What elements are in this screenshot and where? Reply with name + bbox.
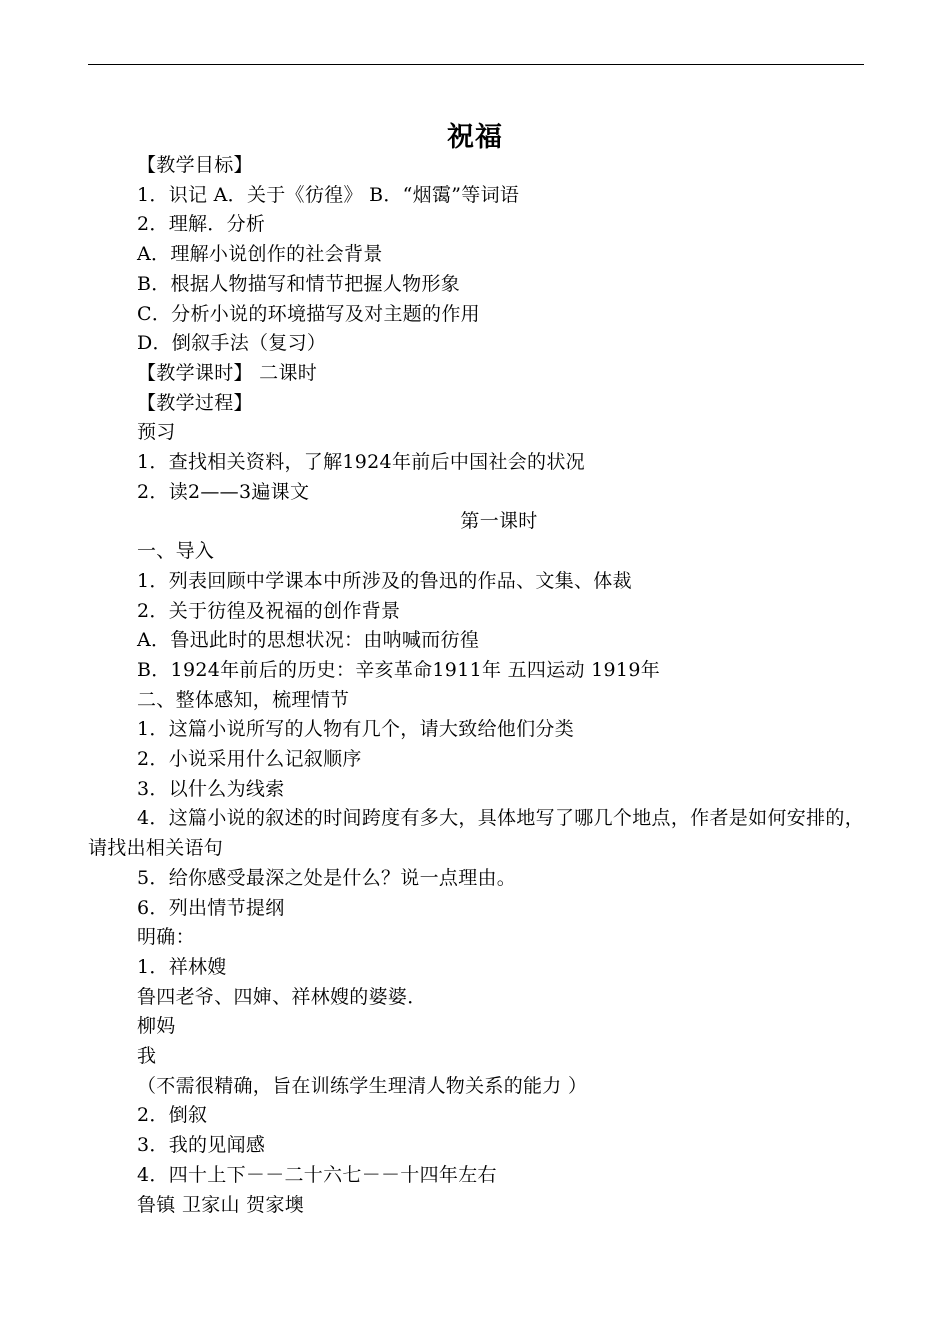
objective-item: 1．识记 A．关于《彷徨》 B．“烟霭”等词语	[137, 183, 520, 206]
objective-subitem: D．倒叙手法（复习）	[137, 332, 327, 355]
part-heading: 二、整体感知，梳理情节	[137, 688, 350, 711]
question-item: 6．列出情节提纲	[137, 896, 285, 919]
answer-text: 柳妈	[137, 1015, 176, 1038]
list-subitem: B．1924年前后的历史：辛亥革命1911年 五四运动 1919年	[137, 658, 661, 681]
objective-subitem: A．理解小说创作的社会背景	[137, 243, 383, 266]
answer-text: 我	[137, 1045, 157, 1067]
document-title: 祝福	[447, 122, 503, 153]
question-item-wrapped: 4．这篇小说的叙述的时间跨度有多大，具体地写了哪几个地点，作者是如何安排的，请找出相关语句	[88, 807, 864, 860]
question-item: 2．小说采用什么记叙顺序	[137, 748, 362, 770]
part-heading: 一、导入	[137, 540, 215, 563]
list-item: 2．关于彷徨及祝福的创作背景	[137, 599, 401, 622]
objective-item: 2．理解．分析	[137, 213, 266, 236]
list-item: 1．列表回顾中学课本中所涉及的鲁迅的作品、文集、体裁	[137, 569, 632, 592]
preview-item: 1．查找相关资料，了解1924年前后中国社会的状况	[137, 451, 585, 473]
answer-text: 鲁四老爷、四婶、祥林嫂的婆婆．	[137, 985, 427, 1008]
header-rule	[88, 64, 864, 65]
answer-heading: 明确：	[137, 926, 195, 949]
preview-heading: 预习	[137, 421, 176, 444]
answer-item: 2．倒叙	[137, 1104, 208, 1127]
answer-item: 1．祥林嫂	[137, 955, 227, 978]
section-heading-objectives: 【教学目标】	[137, 154, 253, 176]
lesson-heading: 第一课时	[460, 510, 538, 533]
question-item: 1．这篇小说所写的人物有几个，请大致给他们分类	[137, 718, 574, 741]
answer-item: 4．四十上下－－二十六七－－十四年左右	[137, 1163, 497, 1186]
answer-text: 鲁镇 卫家山 贺家墺	[137, 1193, 305, 1216]
section-heading-process: 【教学过程】	[137, 391, 253, 414]
objective-subitem: C．分析小说的环境描写及对主题的作用	[137, 302, 480, 325]
answer-item: 3．我的见闻感	[137, 1134, 266, 1157]
question-item: 3．以什么为线索	[137, 777, 285, 800]
preview-item: 2．读2——3遍课文	[137, 480, 310, 503]
question-item: 5．给你感受最深之处是什么？说一点理由。	[137, 866, 517, 889]
answer-note: （不需很精确，旨在训练学生理清人物关系的能力 ）	[137, 1074, 588, 1097]
list-subitem: A．鲁迅此时的思想状况：由呐喊而彷徨	[137, 629, 480, 652]
section-heading-hours: 【教学课时】 二课时	[137, 361, 318, 384]
objective-subitem: B．根据人物描写和情节把握人物形象	[137, 272, 461, 295]
